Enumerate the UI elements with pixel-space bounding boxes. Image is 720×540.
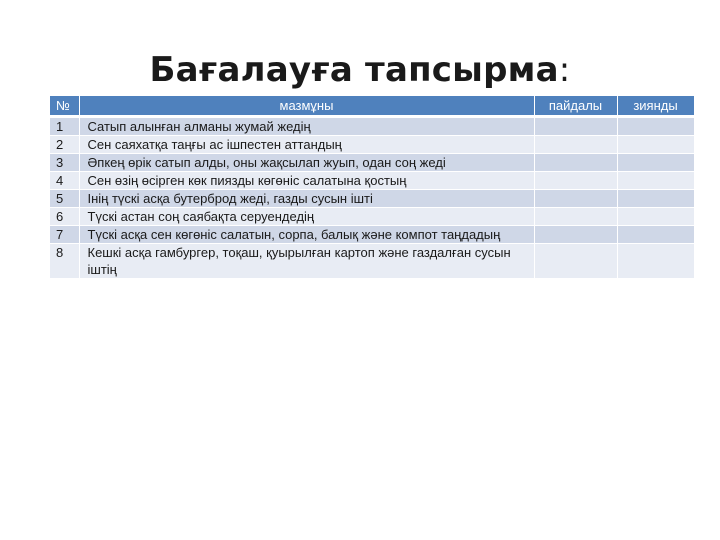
row-number: 8 (50, 244, 79, 279)
harmful-cell[interactable] (617, 117, 694, 136)
harmful-cell[interactable] (617, 208, 694, 226)
row-number: 7 (50, 226, 79, 244)
header-useful: пайдалы (534, 96, 617, 117)
useful-cell[interactable] (534, 117, 617, 136)
table-row (50, 190, 694, 208)
table-row (50, 136, 694, 154)
table-row (50, 154, 694, 172)
useful-cell[interactable] (534, 172, 617, 190)
table-row (50, 226, 694, 244)
row-text: Әпкең өрік сатып алды, оны жақсылап жуып, одан соң жеді (79, 154, 534, 172)
harmful-cell[interactable] (617, 244, 694, 279)
useful-cell[interactable] (534, 154, 617, 172)
row-text: Кешкі асқа гамбургер, тоқаш, қуырылған картоп және газдалған сусын іштің (79, 244, 534, 279)
assessment-table (50, 96, 695, 279)
row-text: Сатып алынған алманы жумай жедің (79, 117, 534, 136)
row-number: 1 (50, 117, 79, 136)
table-row (50, 208, 694, 226)
slide-title (0, 50, 720, 90)
table-row (50, 172, 694, 190)
row-text: Інің түскі асқа бутерброд жеді, газды сусын ішті (79, 190, 534, 208)
useful-cell[interactable] (534, 208, 617, 226)
row-number: 2 (50, 136, 79, 154)
useful-cell[interactable] (534, 190, 617, 208)
table-row (50, 117, 694, 136)
header-number: № (50, 96, 79, 117)
row-number: 3 (50, 154, 79, 172)
header-content: мазмұны (79, 96, 534, 117)
row-text: Түскі асқа сен көгөніс салатын, сорпа, балық және компот таңдадың (79, 226, 534, 244)
harmful-cell[interactable] (617, 172, 694, 190)
useful-cell[interactable] (534, 136, 617, 154)
row-number: 6 (50, 208, 79, 226)
useful-cell[interactable] (534, 244, 617, 279)
harmful-cell[interactable] (617, 154, 694, 172)
header-harmful: зиянды (617, 96, 694, 117)
table-header-row (50, 96, 694, 117)
table-row (50, 244, 694, 279)
harmful-cell[interactable] (617, 136, 694, 154)
row-number: 5 (50, 190, 79, 208)
row-text: Сен өзің өсірген көк пиязды көгөніс салатына қостың (79, 172, 534, 190)
row-text: Сен саяхатқа таңғы ас ішпестен аттандың (79, 136, 534, 154)
row-number: 4 (50, 172, 79, 190)
harmful-cell[interactable] (617, 190, 694, 208)
useful-cell[interactable] (534, 226, 617, 244)
title-colon: : (558, 50, 571, 90)
title-text: Бағалауға тапсырма (149, 50, 559, 90)
harmful-cell[interactable] (617, 226, 694, 244)
row-text: Түскі астан соң саябақта серуендедің (79, 208, 534, 226)
